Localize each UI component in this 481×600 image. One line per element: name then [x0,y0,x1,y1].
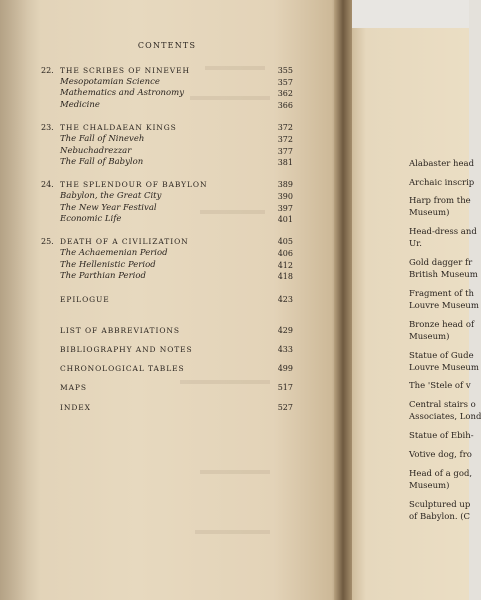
chapter-number: 23. [41,123,54,132]
illustration-item: Archaic inscrip [409,178,475,188]
chapter-title: THE CHALDAEAN KINGS [60,123,177,132]
section-title: Economic Life [60,214,122,224]
section-page: 357 [277,78,293,87]
back-matter-page: 433 [277,345,293,354]
section-page: 406 [277,249,293,258]
illustration-item: Votive dog, fro [409,450,472,460]
illustration-item-source: Museum) [409,332,450,342]
back-matter-title: MAPS [60,383,87,392]
epilogue-page: 423 [277,295,293,304]
illustration-item: Central stairs o [409,400,476,410]
illustration-item-cont: of Babylon. (C [409,512,471,522]
section-page: 381 [277,158,293,167]
back-matter-title: BIBLIOGRAPHY AND NOTES [60,345,193,354]
illustration-item-source: Louvre Museum [409,363,479,373]
contents-heading: CONTENTS [137,41,197,50]
back-matter-title: LIST OF ABBREVIATIONS [60,326,180,335]
book-gutter [334,0,352,600]
back-matter-title: CHRONOLOGICAL TABLES [60,364,185,373]
back-matter-title: INDEX [60,403,91,412]
section-title: The Hellenistic Period [60,260,156,270]
section-title: Nebuchadrezzar [60,146,132,156]
illustration-item-source: Museum) [409,481,450,491]
back-matter-page: 527 [277,403,293,412]
illustration-item-cont: Ur. [409,239,422,249]
section-page: 390 [277,192,293,201]
section-title: The Parthian Period [60,271,146,281]
chapter-number: 24. [41,180,54,189]
section-page: 362 [277,89,293,98]
back-matter-page: 499 [277,364,293,373]
section-title: Medicine [60,100,100,110]
section-page: 412 [277,261,293,270]
back-matter-page: 429 [277,326,293,335]
chapter-title: THE SCRIBES OF NINEVEH [60,66,190,75]
illustration-item: Harp from the [409,196,471,206]
section-title: The Achaemenian Period [60,248,168,258]
illustration-item-source: Museum) [409,208,450,218]
chapter-page: 372 [277,123,293,132]
illustration-item-source: Associates, Lond [409,412,481,422]
illustration-item: Head of a god, [409,469,473,479]
section-page: 372 [277,135,293,144]
illustration-item: Head-dress and [409,227,477,237]
illustration-item: Bronze head of [409,320,475,330]
illustration-item-source: Louvre Museum [409,301,479,311]
chapter-number: 25. [41,237,54,246]
section-page: 366 [277,101,293,110]
page-edge-shadow [0,0,40,600]
illustration-item: The 'Stele of v [409,381,471,391]
section-title: Mesopotamian Science [60,77,160,87]
illustration-item: Alabaster head [409,159,475,169]
background [342,0,469,28]
illustration-item: Statue of Ebih- [409,431,474,441]
section-title: The New Year Festival [60,203,157,213]
chapter-number: 22. [41,66,54,75]
chapter-title: THE SPLENDOUR OF BABYLON [60,180,208,189]
section-page: 377 [277,147,293,156]
section-title: The Fall of Babylon [60,157,144,167]
illustration-item-source: British Museum [409,270,478,280]
chapter-page: 405 [277,237,293,246]
back-matter-page: 517 [277,383,293,392]
illustration-item: Sculptured up [409,500,471,510]
chapter-title: DEATH OF A CIVILIZATION [60,237,189,246]
section-title: Babylon, the Great City [60,191,162,201]
section-page: 401 [277,215,293,224]
chapter-page: 389 [277,180,293,189]
section-title: Mathematics and Astronomy [60,88,185,98]
illustration-item: Gold dagger fr [409,258,473,268]
illustration-item: Fragment of th [409,289,475,299]
epilogue-title: EPILOGUE [60,295,110,304]
section-title: The Fall of Nineveh [60,134,145,144]
section-page: 397 [277,204,293,213]
chapter-page: 355 [277,66,293,75]
illustration-item: Statue of Gude [409,351,474,361]
section-page: 418 [277,272,293,281]
